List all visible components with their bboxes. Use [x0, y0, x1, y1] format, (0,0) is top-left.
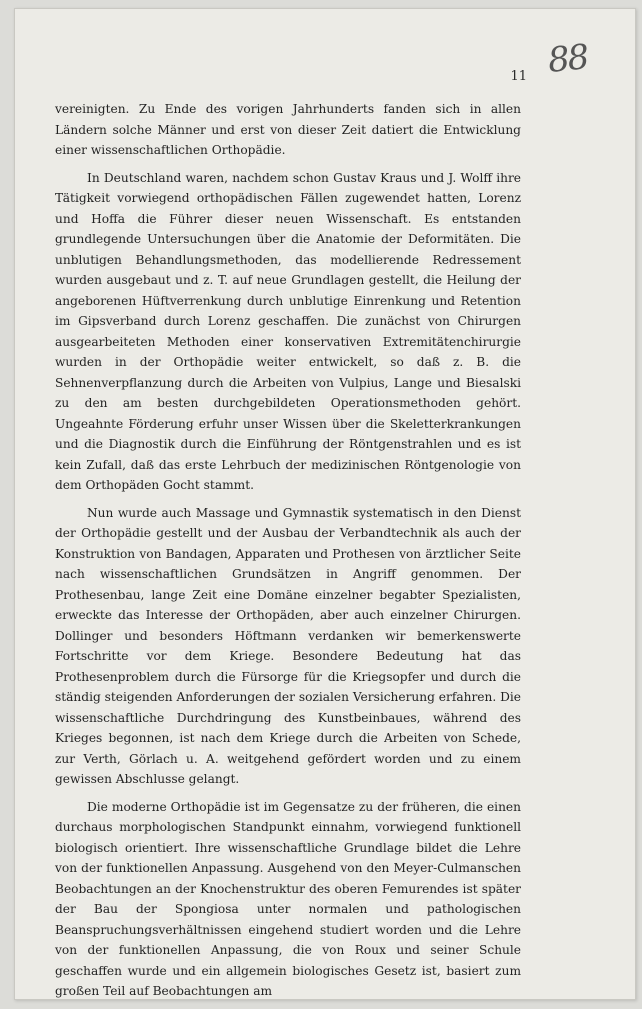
page-number: 11 — [510, 69, 527, 84]
paragraph-3: Nun wurde auch Massage und Gymnastik systematisch in den Dienst der Orthopädie gestellt und der Ausbau der Verbandtechnik als auch der Konstruktion von Bandagen, Apparaten und Prothesen von ärztlicher Seite nach wissenschaftlichen Grundsätzen in Angriff genommen. Der Prothesenbau, lange Zeit eine Domäne einzelner begabter Spezialisten, erweckte das Interesse der Orthopäden, aber auch einzelner Chirurgen. Dollinger und besonders Höftmann verdanken wir bemerkenswerte Fortschritte vor dem Kriege. Besondere Bedeutung hat das Prothesenproblem durch die Fürsorge für die Kriegsopfer und durch die ständig steigenden Anforderungen der sozialen Versicherung erfahren. Die wissenschaftliche Durchdringung des Kunstbeinbaues, während des Krieges begonnen, ist nach dem Kriege durch die Arbeiten von Schede, zur Verth, Görlach u. A. weitgehend gefördert worden und zu einem gewissen Abschlusse gelangt. — [55, 505, 521, 786]
paragraph-4: Die moderne Orthopädie ist im Gegensatze zu der früheren, die einen durchaus morphologischen Standpunkt einnahm, vorwiegend funktionell biologisch orientiert. Ihre wissenschaftliche Grundlage bildet die Lehre von der funktionellen Anpassung. Ausgehend von den Meyer-Culmanschen Beobachtungen an der Knochenstruktur des oberen Femurendes ist später der Bau der Spongiosa unter normalen und pathologischen Beanspruchungsverhältnissen eingehend studiert worden und die Lehre von der funktionellen Anpassung, die von Roux und seiner Schule geschaffen wurde und ein allgemein biologisches Gesetz ist, basiert zum großen Teil auf Beobachtungen am — [55, 799, 521, 998]
paragraph-2: In Deutschland waren, nachdem schon Gustav Kraus und J. Wolff ihre Tätigkeit vorwiegend orthopädischen Fällen zugewendet hatten, Lorenz und Hoffa die Führer dieser neuen Wissenschaft. Es entstanden grundlegende Untersuchungen über die Anatomie der Deformitäten. Die unblutigen Behandlungsmethoden, das modellierende Redressement wurden ausgebaut und z. T. auf neue Grundlagen gestellt, die Heilung der angeborenen Hüftverrenkung durch unblutige Einrenkung und Retention im Gipsverband durch Lorenz geschaffen. Die zunächst von Chirurgen ausgearbeiteten Methoden einer konservativen Extremitätenchirurgie wurden in der Orthopädie weiter entwickelt, so daß z. B. die Sehnenverpflanzung durch die Arbeiten von Vulpius, Lange und Biesalski zu den am besten durchgebildeten Operationsmethoden gehört. Ungeahnte Förderung erfuhr unser Wissen über die Skeletterkrankungen und die Diagnostik durch die Einführung der Röntgenstrahlen und es ist kein Zufall, daß das erste Lehrbuch der medizinischen Röntgenologie von dem Orthopäden Gocht stammt. — [55, 170, 521, 492]
paragraph-1: vereinigten. Zu Ende des vorigen Jahrhunderts fanden sich in allen Ländern solche Männer und erst von dieser Zeit datiert die Entwicklung einer wissenschaftlichen Orthopädie. — [55, 102, 521, 157]
book-page — [14, 8, 636, 1000]
handwritten-page-mark: 88 — [545, 37, 589, 81]
body-text — [55, 99, 521, 1009]
